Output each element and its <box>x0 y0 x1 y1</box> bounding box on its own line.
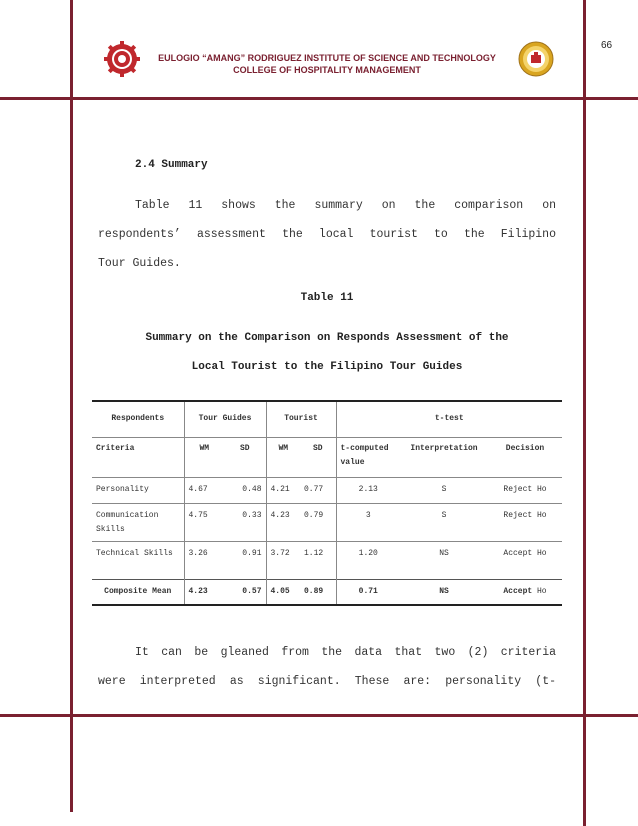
cell-interpretation: NS <box>400 541 488 579</box>
cell-criteria: Communication Skills <box>92 503 184 541</box>
conclusion-line-2: were interpreted as significant. These are: personality (t- <box>98 675 556 688</box>
intro-line-2: respondents’ assessment the local tourist to the Filipino <box>98 228 556 241</box>
header-t-test: t-test <box>336 401 562 437</box>
cell-sd-guides: 0.91 <box>224 541 266 579</box>
left-margin-rule <box>70 0 73 812</box>
conclusion-line-1: It can be gleaned from the data that two (2) criteria <box>135 646 556 659</box>
header-interpretation: Interpretation <box>400 437 488 477</box>
cell-sd-guides: 0.33 <box>224 503 266 541</box>
cell-interpretation: S <box>400 503 488 541</box>
college-seal-icon <box>518 41 554 77</box>
header-rule <box>0 97 638 100</box>
cell-wm-tourist: 3.72 <box>266 541 300 579</box>
cell-t-computed: 3 <box>336 503 400 541</box>
header-tour-guides: Tour Guides <box>184 401 266 437</box>
cell-composite-label: Composite Mean <box>92 579 184 605</box>
header-wm-tourist: WM <box>266 437 300 477</box>
cell-decision: Reject Ho <box>488 477 562 503</box>
table-row <box>92 541 562 579</box>
header-decision: Decision <box>488 437 562 477</box>
header-sd-guides: SD <box>224 437 266 477</box>
decision-bold: Accept <box>503 586 533 596</box>
cell-composite-decision <box>488 579 562 605</box>
header-tourist: Tourist <box>266 401 336 437</box>
section-heading: 2.4 Summary <box>135 159 208 171</box>
cell-criteria: Technical Skills <box>92 541 184 579</box>
cell-sd-tourist: 0.79 <box>300 503 336 541</box>
cell-wm-guides: 4.75 <box>184 503 224 541</box>
table-row <box>92 477 562 503</box>
header-wm-guides: WM <box>184 437 224 477</box>
cell-composite-wm-guides: 4.23 <box>184 579 224 605</box>
cell-composite-wm-tourist: 4.05 <box>266 579 300 605</box>
cell-sd-guides: 0.48 <box>224 477 266 503</box>
page-number: 66 <box>601 40 613 51</box>
column-header-row <box>92 437 562 477</box>
cell-composite-sd-tourist: 0.89 <box>300 579 336 605</box>
cell-criteria: Personality <box>92 477 184 503</box>
header-sd-tourist: SD <box>300 437 336 477</box>
header-respondents: Respondents <box>92 401 184 437</box>
institution-header <box>140 52 514 76</box>
cell-wm-guides: 4.67 <box>184 477 224 503</box>
right-margin-rule <box>583 0 586 826</box>
cell-t-computed: 2.13 <box>336 477 400 503</box>
cell-composite-t-computed: 0.71 <box>336 579 400 605</box>
cell-decision: Accept Ho <box>488 541 562 579</box>
cell-decision: Reject Ho <box>488 503 562 541</box>
cell-sd-tourist: 0.77 <box>300 477 336 503</box>
composite-row <box>92 579 562 605</box>
intro-line-3: Tour Guides. <box>98 257 181 270</box>
cell-wm-guides: 3.26 <box>184 541 224 579</box>
cell-wm-tourist: 4.21 <box>266 477 300 503</box>
group-header-row <box>92 401 562 437</box>
gear-seal-icon <box>104 41 140 77</box>
footer-rule <box>0 714 638 717</box>
decision-rest: Ho <box>537 586 547 596</box>
header-t-computed: t-computed value <box>336 437 400 477</box>
intro-line-1: Table 11 shows the summary on the comparison on <box>135 199 556 212</box>
table-row <box>92 503 562 541</box>
cell-composite-interpretation: NS <box>400 579 488 605</box>
header-criteria: Criteria <box>92 437 184 477</box>
cell-t-computed: 1.20 <box>336 541 400 579</box>
college-name: COLLEGE OF HOSPITALITY MANAGEMENT <box>233 65 421 75</box>
cell-interpretation: S <box>400 477 488 503</box>
cell-composite-sd-guides: 0.57 <box>224 579 266 605</box>
table-caption-line-2: Local Tourist to the Filipino Tour Guides <box>191 361 463 373</box>
cell-sd-tourist: 1.12 <box>300 541 336 579</box>
cell-wm-tourist: 4.23 <box>266 503 300 541</box>
institution-name: EULOGIO “AMANG” RODRIGUEZ INSTITUTE OF SCIENCE AND TECHNOLOGY <box>158 53 496 63</box>
table-number: Table 11 <box>300 292 354 304</box>
table-caption-line-1: Summary on the Comparison on Responds Assessment of the <box>145 332 509 344</box>
summary-table <box>92 400 562 606</box>
